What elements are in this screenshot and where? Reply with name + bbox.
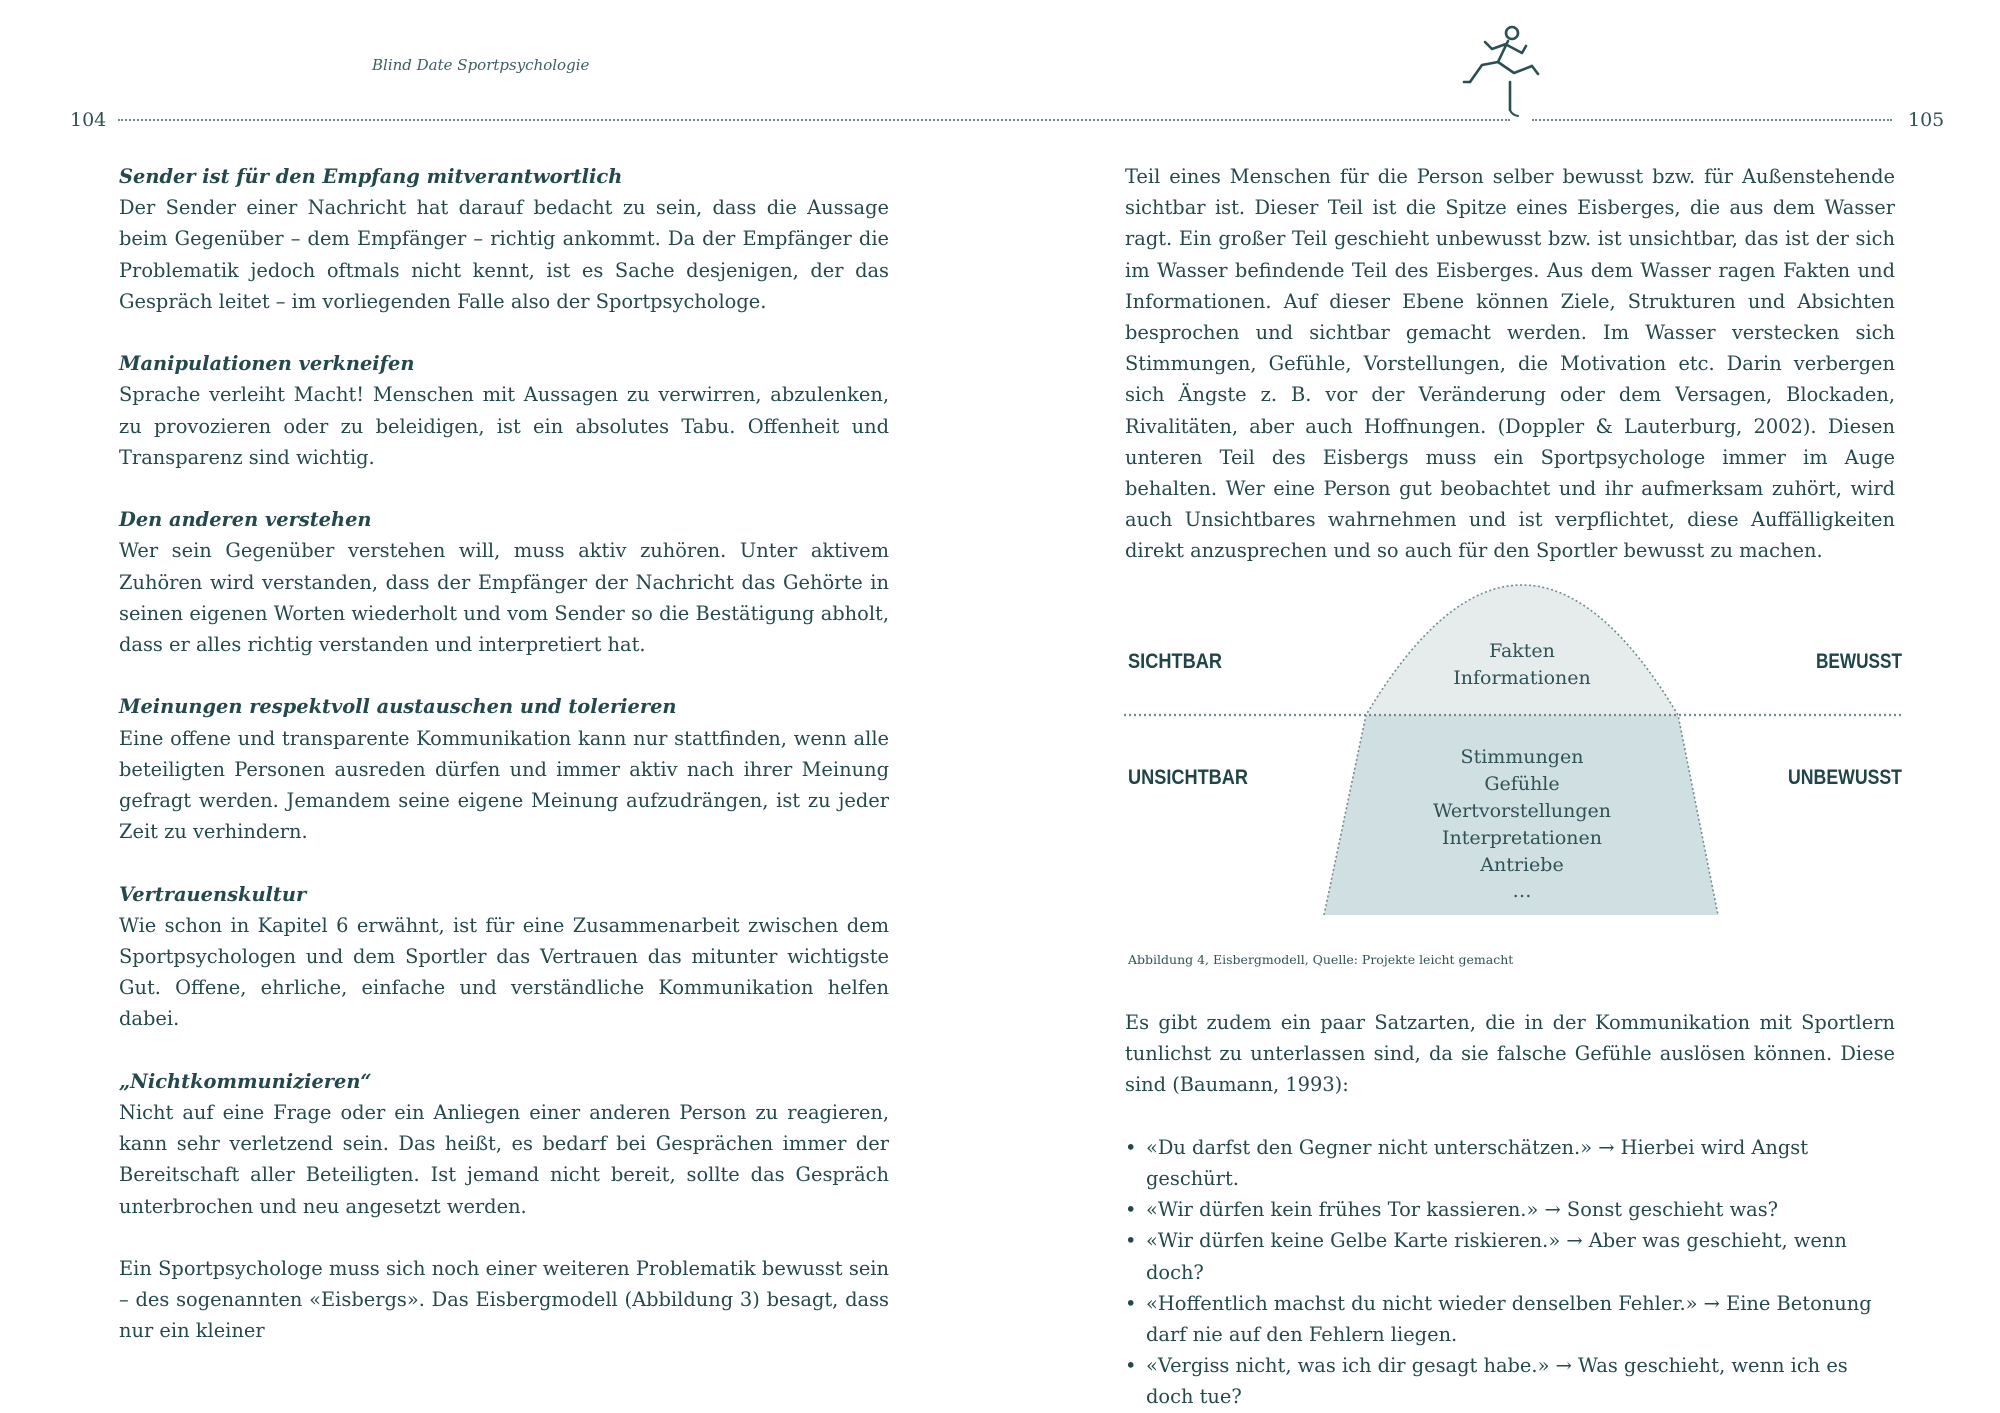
tip-text-2: Informationen bbox=[1453, 667, 1591, 689]
after-figure-paragraph: Es gibt zudem ein paar Satzarten, die in der Kommunikation mit Sportlern tunlichst zu unterlassen sind, da sie falsche Gefühle auslösen können. Diese sind (Baumann, 1993): bbox=[1125, 1011, 1895, 1097]
list-item bbox=[1125, 1225, 1895, 1287]
section-heading: Vertrauenskultur bbox=[119, 882, 307, 906]
header-rule-left bbox=[118, 119, 1510, 121]
header-rule-right bbox=[1532, 119, 1892, 121]
section-sender bbox=[119, 161, 889, 317]
list-item bbox=[1125, 1350, 1895, 1412]
section-heading: Meinungen respektvoll austauschen und tolerieren bbox=[119, 695, 677, 719]
body-text-2: Gefühle bbox=[1484, 773, 1560, 795]
section-non-communication bbox=[119, 1066, 889, 1222]
label-bewusst: BEWUSST bbox=[1816, 650, 1903, 673]
bullet-icon: • bbox=[1125, 1291, 1137, 1315]
section-text: Nicht auf eine Frage oder ein Anliegen einer anderen Person zu reagieren, kann sehr verletzend sein. Das heißt, es bedarf bei Gesprächen immer der Bereitschaft aller Beteiligten. Ist jemand nicht bereit, sollte das Gespräch unterbrochen und neu angesetzt werden. bbox=[119, 1101, 889, 1218]
list-item bbox=[1125, 1132, 1895, 1194]
left-page-text bbox=[119, 161, 889, 1347]
list-item-text: «Wir dürfen kein frühes Tor kassieren.» → Sonst geschieht was? bbox=[1146, 1198, 1779, 1222]
right-page-lower bbox=[1125, 1007, 1895, 1413]
body-text-3: Wertvorstellungen bbox=[1432, 800, 1612, 822]
label-unbewusst: UNBEWUSST bbox=[1788, 766, 1903, 789]
bullet-icon: • bbox=[1125, 1354, 1137, 1378]
label-sichtbar: SICHTBAR bbox=[1128, 650, 1222, 673]
bullet-icon: • bbox=[1125, 1135, 1137, 1159]
section-text: Wie schon in Kapitel 6 erwähnt, ist für eine Zusammenarbeit zwischen dem Sportpsychologen und dem Sportler das Vertrauen das mitunter wichtigste Gut. Offene, ehrliche, einfache und verständliche Kommunikation helfen dabei. bbox=[119, 913, 889, 1031]
bullet-icon: • bbox=[1125, 1198, 1137, 1222]
section-heading: Sender ist für den Empfang mitverantwortlich bbox=[119, 165, 623, 188]
section-heading: Manipulationen verkneifen bbox=[119, 352, 415, 376]
section-text: Der Sender einer Nachricht hat darauf bedacht zu sein, dass die Aussage beim Gegenüber – dem Empfänger – richtig ankommt. Da der Empfänger die Problematik jedoch oftmals nicht kennt, ist es Sache desjenigen, der das Gespräch leitet – im vorliegenden Falle also der Sportpsychologe. bbox=[119, 196, 889, 313]
list-item bbox=[1125, 1288, 1895, 1350]
section-opinions bbox=[119, 691, 889, 847]
right-page-intro: Teil eines Menschen für die Person selber bewusst bzw. für Außenstehende sichtbar ist. Dieser Teil ist die Spitze eines Eisberges, die aus dem Wasser ragt. Ein großer Teil geschieht unbewusst bzw. ist unsichtbar, das ist der sich im Wasser befindende Teil des Eisberges. Aus dem Wasser ragen Fakten und Informationen. Auf dieser Ebene können Ziele, Strukturen und Absichten besprochen und sichtbar gemacht werden. Im Wasser verstecken sich Stimmungen, Gefühle, Vorstellungen, die Motivation etc. Darin verbergen sich Ängste z. B. vor der Veränderung oder dem Versagen, Blockaden, Rivalitäten, aber auch Hoffnungen. (Doppler & Lauterburg, 2002). Diesen unteren Teil des Eisbergs muss ein Sportpsychologe immer im Auge behalten. Wer eine Person gut beobachtet und ihr aufmerksam zuhört, wird auch Unsichtbares wahrnehmen und ist verpflichtet, diese Auffälligkeiten direkt anzusprechen und so auch für den Sportler bewusst zu machen. bbox=[1125, 165, 1895, 563]
body-text-5: Antriebe bbox=[1480, 854, 1564, 876]
section-text: Eine offene und transparente Kommunikation kann nur stattfinden, wenn alle beteiligten Personen ausreden dürfen und immer aktiv nach ihrer Meinung gefragt werden. Jemandem seine eigene Meinung aufzudrängen, ist zu jeder Zeit zu verhindern. bbox=[119, 726, 889, 844]
section-heading: „Nichtkommunizieren“ bbox=[119, 1069, 372, 1093]
list-item-text: «Wir dürfen keine Gelbe Karte riskieren.» → Aber was geschieht, wenn doch? bbox=[1146, 1229, 1847, 1284]
section-text: Wer sein Gegenüber verstehen will, muss aktiv zuhören. Unter aktivem Zuhören wird verstanden, dass der Empfänger der Nachricht das Gehörte in seinen eigenen Worten wiederholt und vom Sender so die Bestätigung abholt, dass er alles richtig verstanden und interpretiert hat. bbox=[119, 539, 889, 657]
bullet-icon: • bbox=[1125, 1229, 1137, 1253]
list-item bbox=[1125, 1194, 1895, 1225]
running-title: Blind Date Sportpsychologie bbox=[372, 56, 590, 74]
body-text-6: … bbox=[1512, 880, 1532, 902]
section-understanding bbox=[119, 504, 889, 660]
body-text-1: Stimmungen bbox=[1460, 746, 1584, 768]
figure-caption: Abbildung 4, Eisbergmodell, Quelle: Projekte leicht gemacht bbox=[1128, 952, 1514, 967]
label-unsichtbar: UNSICHTBAR bbox=[1128, 766, 1248, 789]
bullet-list bbox=[1125, 1132, 1895, 1413]
list-item-text: «Du darfst den Gegner nicht unterschätzen.» → Hierbei wird Angst geschürt. bbox=[1146, 1135, 1809, 1190]
body-text-4: Interpretationen bbox=[1441, 827, 1603, 849]
page-number-right: 105 bbox=[1908, 109, 1945, 131]
iceberg-model-figure bbox=[1118, 585, 1908, 915]
page-number-left: 104 bbox=[70, 109, 107, 131]
section-text: Sprache verleiht Macht! Menschen mit Aussagen zu verwirren, abzulenken, zu provozieren oder zu beleidigen, ist ein absolutes Tabu. Offenheit und Transparenz sind wichtig. bbox=[119, 383, 889, 469]
tip-text-1: Fakten bbox=[1489, 640, 1555, 662]
section-heading: Den anderen verstehen bbox=[119, 508, 372, 532]
section-manipulation bbox=[119, 348, 889, 473]
closing-paragraph: Ein Sportpsychologe muss sich noch einer weiteren Problematik bewusst sein – des sogenannten «Eisbergs». Das Eisbergmodell (Abbildung 3) besagt, dass nur ein kleiner bbox=[119, 1257, 889, 1343]
section-trust bbox=[119, 879, 889, 1035]
list-item-text: «Hoffentlich machst du nicht wieder denselben Fehler.» → Eine Betonung darf nie auf den Fehlern liegen. bbox=[1146, 1291, 1872, 1347]
list-item-text: «Vergiss nicht, was ich dir gesagt habe.» → Was geschieht, wenn ich es doch tue? bbox=[1146, 1354, 1848, 1409]
runner-hurdle-icon bbox=[1452, 22, 1552, 122]
